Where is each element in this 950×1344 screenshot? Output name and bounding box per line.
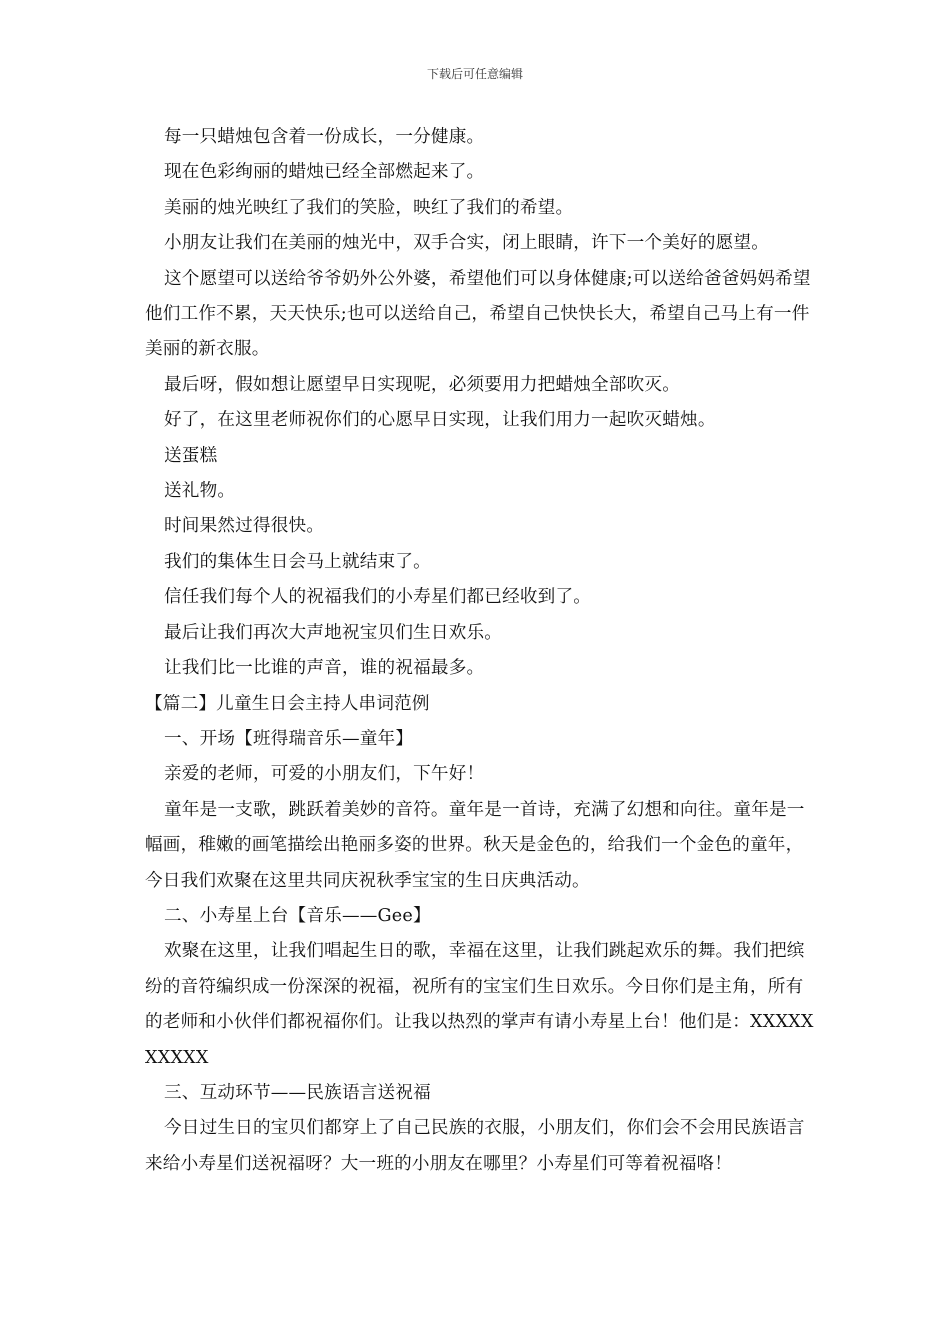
- paragraph: 送礼物。: [164, 481, 236, 502]
- paragraph: 每一只蜡烛包含着一份成长，一分健康。: [164, 127, 485, 147]
- paragraph: 小朋友让我们在美丽的烛光中，双手合实，闭上眼睛，许下一个美好的愿望。: [164, 233, 769, 254]
- paragraph: 最后呀，假如想让愿望早日实现呢，必须要用力把蜡烛全部吹灭。: [164, 374, 681, 395]
- paragraph: 这个愿望可以送给爷爷奶外公外婆，希望他们可以身体健康;可以送给爸爸妈妈希望他们工作不累，天天快乐;也可以送给自己，希望自己快快长大，希望自己马上有一件美丽的新衣服。: [145, 268, 811, 360]
- paragraph: 让我们比一比谁的声音，谁的祝福最多。: [164, 658, 485, 679]
- paragraph: 时间果然过得很快。: [164, 516, 325, 537]
- section-heading: 【篇二】儿童生日会主持人串词范例: [145, 693, 430, 714]
- paragraph: 亲爱的老师，可爱的小朋友们，下午好！: [164, 764, 485, 785]
- paragraph: 好了，在这里老师祝你们的心愿早日实现，让我们用力一起吹灭蜡烛。: [164, 410, 716, 431]
- paragraph: 美丽的烛光映红了我们的笑脸，映红了我们的希望。: [164, 197, 574, 218]
- paragraph: 现在色彩绚丽的蜡烛已经全部燃起来了。: [164, 162, 485, 183]
- paragraph: 童年是一支歌，跳跃着美妙的音符。童年是一首诗，充满了幻想和向往。童年是一幅画，稚嫩的画笔描绘出艳丽多姿的世界。秋天是金色的，给我们一个金色的童年，今日我们欢聚在这里共同庆祝秋季宝宝的生日庆典活动。: [145, 799, 805, 891]
- page-header: 下载后可任意编辑: [426, 67, 523, 81]
- paragraph: 我们的集体生日会马上就结束了。: [164, 551, 431, 572]
- subsection-heading: 三、互动环节——民族语言送祝福: [164, 1082, 431, 1103]
- subsection-heading: 二、小寿星上台【音乐——Gee】: [164, 905, 431, 926]
- paragraph: 送蛋糕: [164, 445, 218, 466]
- subsection-heading: 一、开场【班得瑞音乐—童年】: [164, 728, 414, 749]
- paragraph: 最后让我们再次大声地祝宝贝们生日欢乐。: [164, 622, 503, 643]
- document-body: [145, 120, 817, 1182]
- paragraph: 信任我们每个人的祝福我们的小寿星们都已经收到了。: [164, 587, 592, 608]
- paragraph: 今日过生日的宝贝们都穿上了自己民族的衣服，小朋友们，你们会不会用民族语言来给小寿星们送祝福呀？大一班的小朋友在哪里？小寿星们可等着祝福咯！: [145, 1118, 805, 1174]
- paragraph: 欢聚在这里，让我们唱起生日的歌，幸福在这里，让我们跳起欢乐的舞。我们把缤纷的音符编织成一份深深的祝福，祝所有的宝宝们生日欢乐。今日你们是主角，所有的老师和小伙伴们都祝福你们。让我以热烈的掌声有请小寿星上台！他们是：XXXXXXXXXX: [145, 941, 814, 1068]
